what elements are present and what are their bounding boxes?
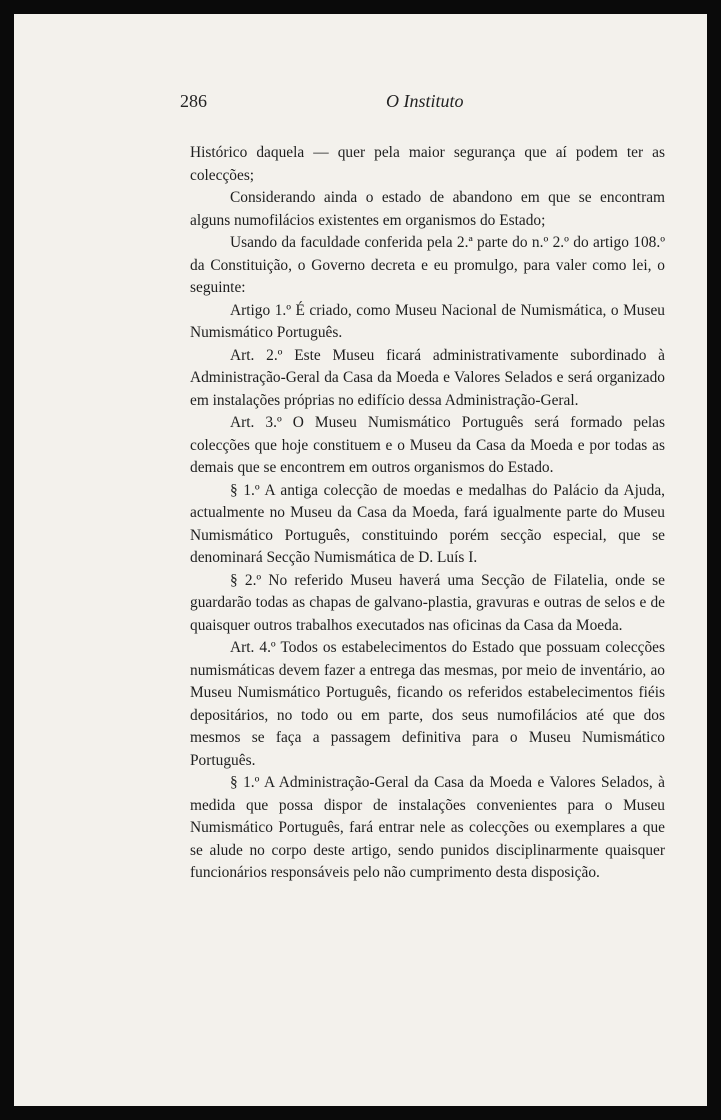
paragraph-artigo-3-par-2: § 2.º No referido Museu haverá uma Secção de Filatelia, onde se guardarão todas as chapas de galvano-plastia, gravuras e outras de selos e de quaisquer outros trabalhos executados nas oficinas da Casa da Moeda. xyxy=(190,571,665,634)
document-page xyxy=(14,14,707,1106)
page-number: 286 xyxy=(180,91,207,111)
paragraph-artigo-3-par-1: § 1.º A antiga colecção de moedas e medalhas do Palácio da Ajuda, actualmente no Museu da Casa da Moeda, fará igualmente parte do Museu Numismático Português, constituindo porém secção especial, que se denominará Secção Numismática de D. Luís I. xyxy=(190,481,665,566)
page-header xyxy=(180,91,660,115)
running-title: O Instituto xyxy=(386,91,464,111)
paragraph-artigo-3: Art. 3.º O Museu Numismático Português será formado pelas colecções que hoje constituem e o Museu da Casa da Moeda e por todas as demais que se encontrem em outros organismos do Estado. xyxy=(190,414,665,476)
paragraph-artigo-4-par-1: § 1.º A Administração-Geral da Casa da Moeda e Valores Selados, à medida que possa dispor de instalações convenientes para o Museu Numismático Português, fará entrar nele as colecções ou exemplares a que se alude no corpo deste artigo, sendo punidos disciplinarmente quaisquer funcionários responsáveis pelo não cumprimento desta disposição. xyxy=(190,774,665,881)
paragraph-usando: Usando da faculdade conferida pela 2.ª parte do n.º 2.º do artigo 108.º da Constituição, o Governo decreta e eu promulgo, para valer como lei, o seguinte: xyxy=(190,234,665,296)
paragraph-artigo-4: Art. 4.º Todos os estabelecimentos do Estado que possuam colecções numismáticas devem fazer a entrega das mesmas, por meio de inventário, ao Museu Numismático Português, ficando os referidos estabelecimentos fiéis depositários, no todo ou em parte, dos seus numofilácios até que dos mesmos se faça a passagem definitiva para o Museu Numismático Português. xyxy=(190,639,665,769)
paragraph-continuation: Histórico daquela — quer pela maior segurança que aí podem ter as colecções; xyxy=(190,144,665,184)
paragraph-artigo-2: Art. 2.º Este Museu ficará administrativamente subordinado à Administração-Geral da Casa da Moeda e Valores Selados e será organizado em instalações próprias no edifício dessa Administração-Geral. xyxy=(190,346,665,409)
body-text xyxy=(190,142,665,885)
paragraph-artigo-1: Artigo 1.º É criado, como Museu Nacional de Numismática, o Museu Numismático Português. xyxy=(190,301,665,341)
paragraph-considerando: Considerando ainda o estado de abandono em que se encontram alguns numofilácios existentes em organismos do Estado; xyxy=(190,189,665,229)
